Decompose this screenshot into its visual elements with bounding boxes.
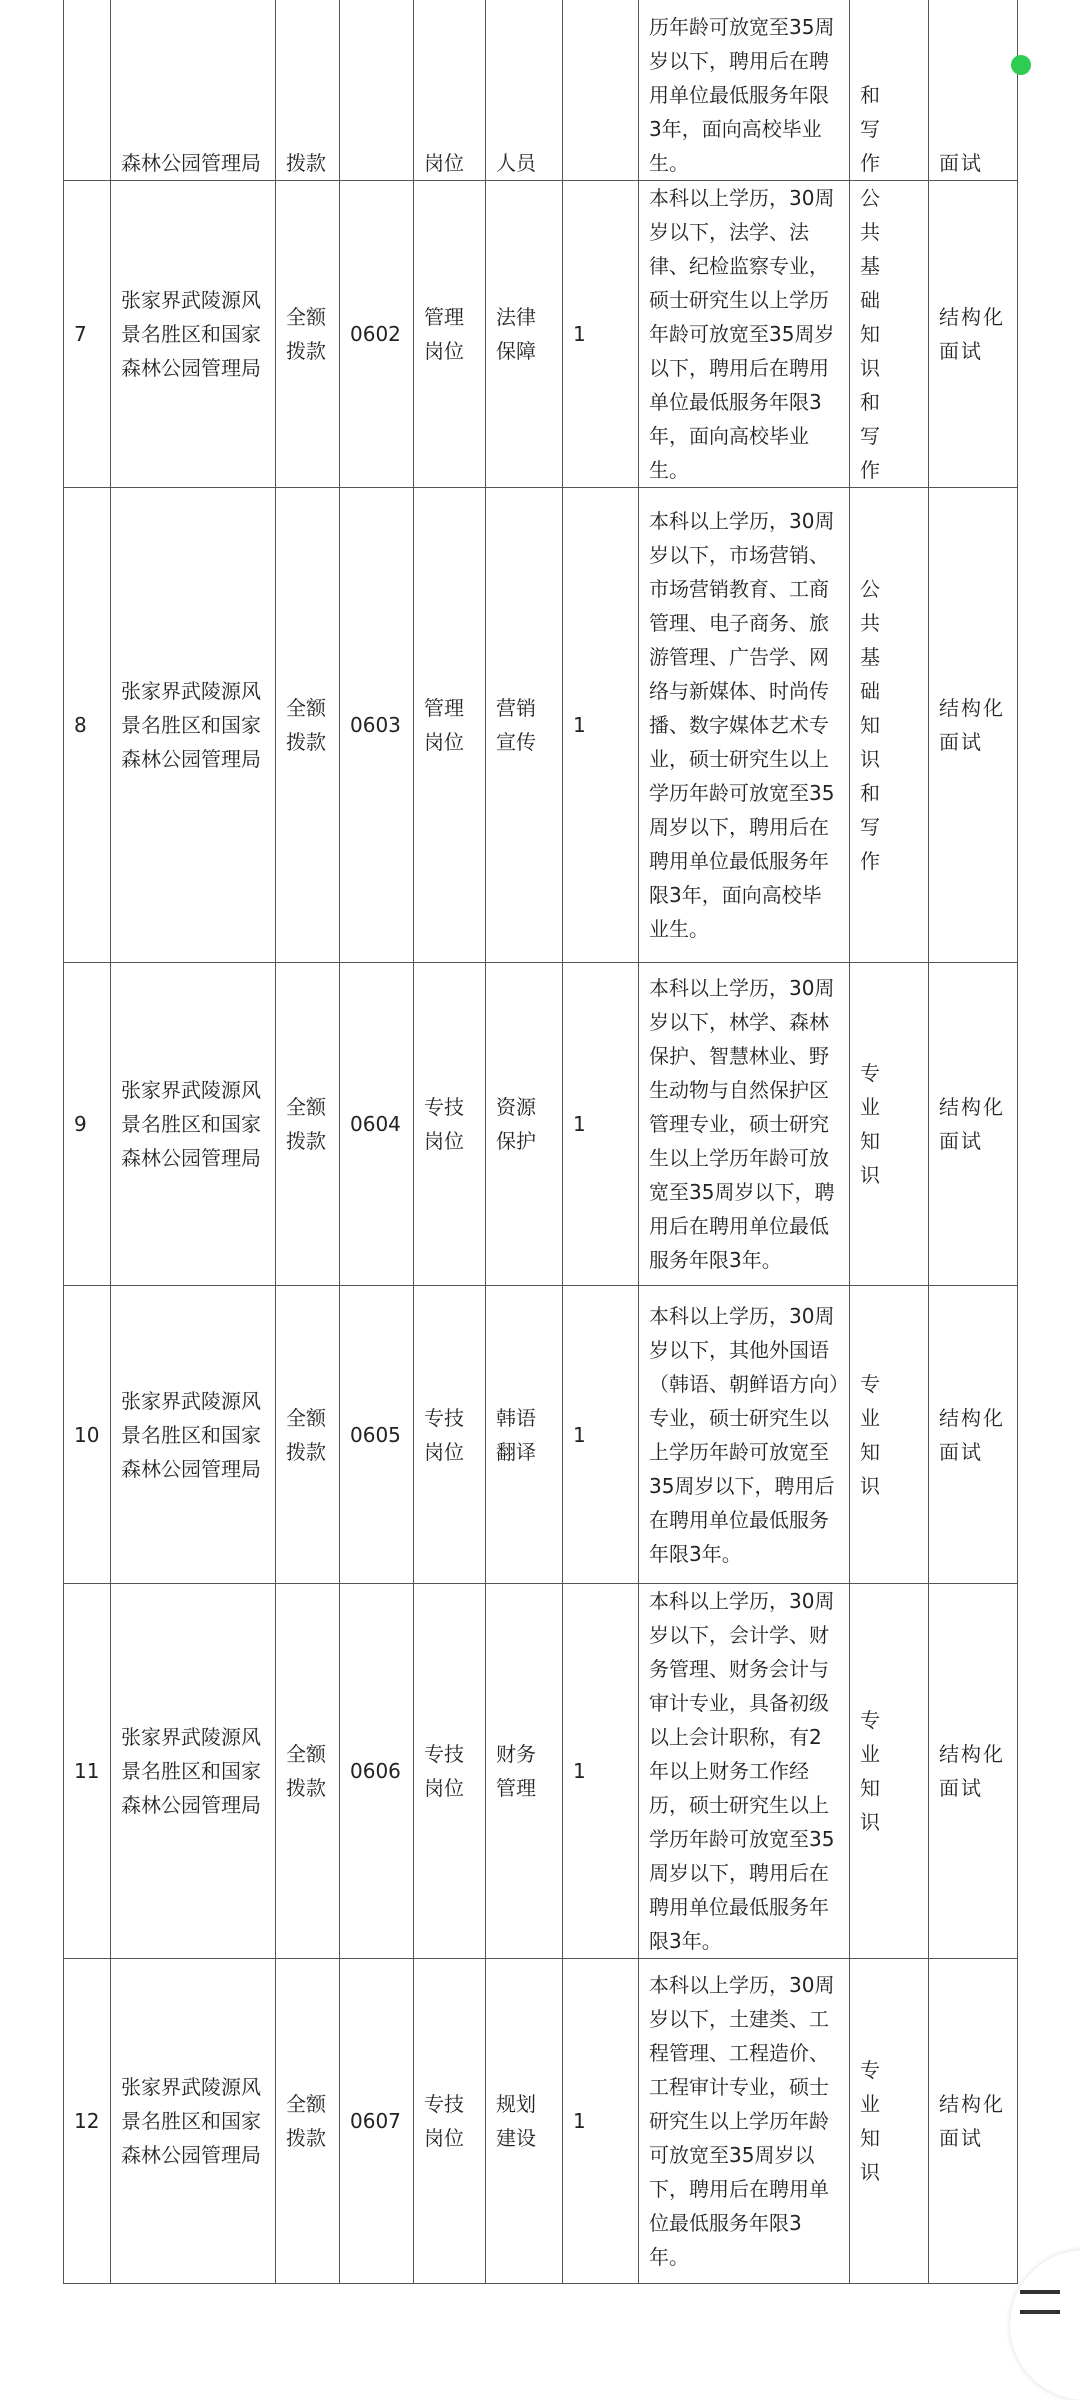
- cell-count: [563, 0, 639, 181]
- table-row: [64, 0, 1018, 181]
- table-row: [64, 488, 1018, 963]
- cell-post-name: 财务管理: [486, 1584, 563, 1959]
- cell-number: 10: [64, 1286, 111, 1584]
- menu-fab[interactable]: [1010, 2250, 1080, 2400]
- cell-post-type: 专技岗位: [414, 1959, 486, 2284]
- cell-requirements: 历年龄可放宽至35周岁以下，聘用后在聘用单位最低服务年限3年，面向高校毕业生。: [639, 0, 850, 181]
- cell-post-code: 0602: [340, 181, 414, 488]
- cell-count: 1: [563, 181, 639, 488]
- cell-interview: 结构化面试: [929, 488, 1018, 963]
- cell-unit: 张家界武陵源风景名胜区和国家森林公园管理局: [111, 1584, 276, 1959]
- cell-unit: 张家界武陵源风景名胜区和国家森林公园管理局: [111, 1286, 276, 1584]
- cell-unit: 张家界武陵源风景名胜区和国家森林公园管理局: [111, 488, 276, 963]
- cell-funding: 全额拨款: [276, 1959, 340, 2284]
- cell-post-code: 0605: [340, 1286, 414, 1584]
- cell-funding: 全额拨款: [276, 1584, 340, 1959]
- cell-interview: 面试: [929, 0, 1018, 181]
- cell-count: 1: [563, 963, 639, 1286]
- cell-post-code: 0607: [340, 1959, 414, 2284]
- cell-unit: 张家界武陵源风景名胜区和国家森林公园管理局: [111, 1959, 276, 2284]
- cell-funding: 全额拨款: [276, 1286, 340, 1584]
- cell-post-name: 韩语翻译: [486, 1286, 563, 1584]
- cell-unit: 森林公园管理局: [111, 0, 276, 181]
- cell-number: 12: [64, 1959, 111, 2284]
- cell-funding: 拨款: [276, 0, 340, 181]
- cell-requirements: 本科以上学历，30周岁以下，林学、森林保护、智慧林业、野生动物与自然保护区管理专业，硕士研究生以上学历年龄可放宽至35周岁以下，聘用后在聘用单位最低服务年限3年。: [639, 963, 850, 1286]
- menu-icon[interactable]: [1020, 2290, 1060, 2314]
- cell-post-type: 专技岗位: [414, 1286, 486, 1584]
- cell-count: 1: [563, 1286, 639, 1584]
- cell-interview: 结构化面试: [929, 1286, 1018, 1584]
- cell-funding: 全额拨款: [276, 963, 340, 1286]
- cell-number: [64, 0, 111, 181]
- cell-number: 9: [64, 963, 111, 1286]
- table-body: [64, 0, 1018, 2284]
- cell-post-name: 资源保护: [486, 963, 563, 1286]
- status-dot: [1011, 55, 1031, 75]
- cell-number: 8: [64, 488, 111, 963]
- cell-count: 1: [563, 1584, 639, 1959]
- cell-post-name: 规划建设: [486, 1959, 563, 2284]
- table-row: [64, 963, 1018, 1286]
- cell-written-exam: 公共基础知识和写作: [850, 181, 929, 488]
- cell-requirements: 本科以上学历，30周岁以下，市场营销、市场营销教育、工商管理、电子商务、旅游管理、广告学、网络与新媒体、时尚传播、数字媒体艺术专业，硕士研究生以上学历年龄可放宽至35周岁以下，聘用后在聘用单位最低服务年限3年，面向高校毕业生。: [639, 488, 850, 963]
- cell-funding: 全额拨款: [276, 488, 340, 963]
- cell-written-exam: 和写作: [850, 0, 929, 181]
- cell-written-exam: 专业知识: [850, 963, 929, 1286]
- cell-interview: 结构化面试: [929, 1959, 1018, 2284]
- cell-written-exam: 公共基础知识和写作: [850, 488, 929, 963]
- cell-interview: 结构化面试: [929, 1584, 1018, 1959]
- cell-number: 7: [64, 181, 111, 488]
- cell-requirements: 本科以上学历，30周岁以下，会计学、财务管理、财务会计与审计专业，具备初级以上会计职称，有2年以上财务工作经历，硕士研究生以上学历年龄可放宽至35周岁以下，聘用后在聘用单位最低服务年限3年。: [639, 1584, 850, 1959]
- cell-post-name: 营销宣传: [486, 488, 563, 963]
- cell-post-type: 岗位: [414, 0, 486, 181]
- cell-number: 11: [64, 1584, 111, 1959]
- cell-post-code: 0606: [340, 1584, 414, 1959]
- cell-interview: 结构化面试: [929, 963, 1018, 1286]
- cell-interview: 结构化面试: [929, 181, 1018, 488]
- cell-funding: 全额拨款: [276, 181, 340, 488]
- cell-count: 1: [563, 1959, 639, 2284]
- table-row: [64, 181, 1018, 488]
- cell-post-type: 管理岗位: [414, 181, 486, 488]
- table-row: [64, 1584, 1018, 1959]
- cell-post-code: 0604: [340, 963, 414, 1286]
- cell-unit: 张家界武陵源风景名胜区和国家森林公园管理局: [111, 963, 276, 1286]
- cell-requirements: 本科以上学历，30周岁以下，其他外国语（韩语、朝鲜语方向）专业，硕士研究生以上学历年龄可放宽至35周岁以下，聘用后在聘用单位最低服务年限3年。: [639, 1286, 850, 1584]
- cell-written-exam: 专业知识: [850, 1959, 929, 2284]
- cell-requirements: 本科以上学历，30周岁以下，法学、法律、纪检监察专业，硕士研究生以上学历年龄可放宽至35周岁以下，聘用后在聘用单位最低服务年限3年，面向高校毕业生。: [639, 181, 850, 488]
- cell-written-exam: 专业知识: [850, 1286, 929, 1584]
- table-row: [64, 1959, 1018, 2284]
- cell-post-code: [340, 0, 414, 181]
- cell-requirements: 本科以上学历，30周岁以下，土建类、工程管理、工程造价、工程审计专业，硕士研究生以上学历年龄可放宽至35周岁以下，聘用后在聘用单位最低服务年限3年。: [639, 1959, 850, 2284]
- cell-post-code: 0603: [340, 488, 414, 963]
- cell-post-type: 专技岗位: [414, 1584, 486, 1959]
- cell-post-type: 专技岗位: [414, 963, 486, 1286]
- cell-post-name: 人员: [486, 0, 563, 181]
- cell-unit: 张家界武陵源风景名胜区和国家森林公园管理局: [111, 181, 276, 488]
- recruitment-table: [63, 0, 1018, 2284]
- cell-written-exam: 专业知识: [850, 1584, 929, 1959]
- cell-post-type: 管理岗位: [414, 488, 486, 963]
- cell-count: 1: [563, 488, 639, 963]
- table-row: [64, 1286, 1018, 1584]
- cell-post-name: 法律保障: [486, 181, 563, 488]
